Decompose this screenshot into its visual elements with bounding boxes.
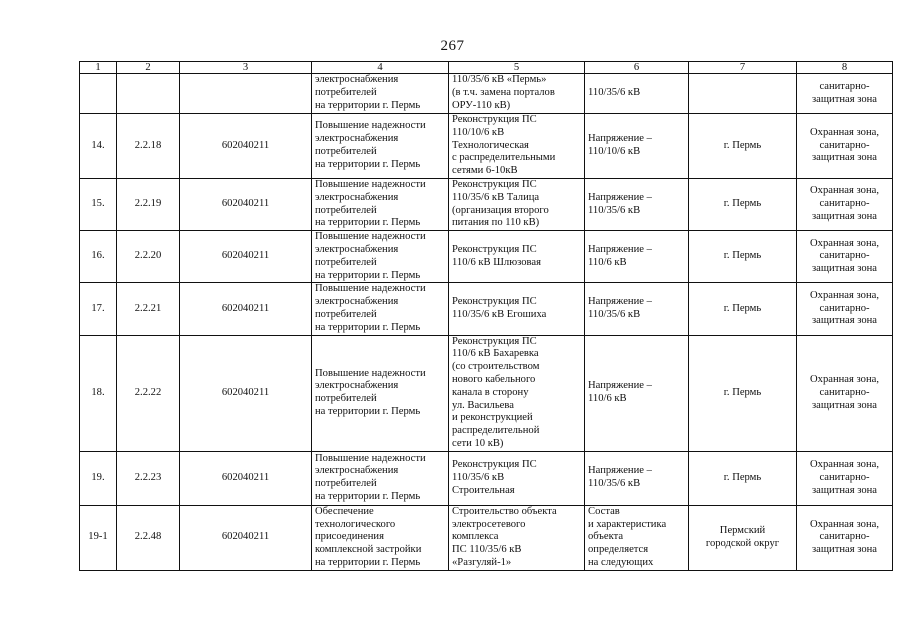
cell-line: санитарно- [819, 80, 870, 92]
cell-line: защитная зона [811, 210, 878, 222]
cell-line: 110/35/6 кВ Егошиха [452, 308, 547, 320]
column-header: 2 [117, 62, 180, 74]
column-header: 3 [180, 62, 312, 74]
table-row [80, 335, 893, 451]
cell-line: санитарно- [819, 531, 870, 543]
cell-line: Реконструкция ПС [452, 179, 537, 190]
cell-line: санитарно- [819, 471, 870, 483]
purpose-cell [312, 74, 449, 114]
cell-line: 110/35/6 кВ [452, 471, 505, 483]
cell-line: Реконструкция ПС [452, 243, 537, 255]
cell-line: Обеспечение [315, 505, 374, 517]
cell-line: защитная зона [811, 152, 878, 164]
description-cell [449, 335, 585, 451]
cell-line: санитарно- [819, 250, 870, 262]
table-row [80, 451, 893, 505]
column-header: 4 [312, 62, 449, 74]
cell-line: городской округ [705, 537, 780, 549]
zone-cell [797, 335, 893, 451]
cell-line: Пермский [719, 524, 766, 536]
cell-line: защитная зона [811, 399, 878, 411]
location-cell [689, 74, 797, 114]
cell-line: санитарно- [819, 386, 870, 398]
cell-line: Повышение надежности [315, 120, 426, 132]
parameters-cell [585, 335, 689, 451]
cell-line: на территории г. Пермь [315, 217, 421, 229]
zone-cell [797, 74, 893, 114]
cell-line: санитарно- [819, 198, 870, 210]
cell-line: 110/6 кВ [588, 393, 627, 405]
cell-line: «Разгуляй-1» [452, 556, 512, 568]
purpose-cell [312, 283, 449, 335]
cell-line: определяется [588, 544, 649, 556]
cell-line: 110/6 кВ [588, 256, 627, 268]
cell-line: (организация второго [452, 204, 549, 216]
purpose-cell [312, 231, 449, 283]
location-cell [689, 231, 797, 283]
cell-line: комплексной застройки [315, 544, 422, 556]
cell-line: сети 10 кВ) [452, 437, 504, 449]
cell-line: технологического [315, 518, 396, 530]
zone-cell [797, 505, 893, 570]
cell-line: Состав [588, 505, 620, 517]
cell-line: и реконструкцией [452, 412, 533, 424]
location-cell [689, 283, 797, 335]
cell-line: 110/35/6 кВ [588, 87, 641, 99]
row-number-cell: 19. [80, 451, 117, 505]
classifier-code-cell: 602040211 [180, 231, 312, 283]
code-cell: 2.2.21 [117, 283, 180, 335]
cell-line: 110/6 кВ Бахаревка [452, 348, 539, 360]
location-cell [689, 335, 797, 451]
cell-line: защитная зона [811, 484, 878, 496]
cell-line: ПС 110/35/6 кВ [452, 544, 522, 556]
zone-cell [797, 451, 893, 505]
cell-line: ул. Васильева [452, 399, 514, 411]
classifier-code-cell: 602040211 [180, 335, 312, 451]
row-number-cell: 14. [80, 114, 117, 179]
parameters-cell [585, 451, 689, 505]
cell-line: Напряжение – [588, 243, 652, 255]
classifier-code-cell: 602040211 [180, 283, 312, 335]
column-header: 7 [689, 62, 797, 74]
cell-line: г. Пермь [723, 139, 762, 151]
cell-line: на следующих [588, 556, 654, 568]
classifier-code-cell [180, 74, 312, 114]
table-row [80, 179, 893, 231]
table-row [80, 74, 893, 114]
zone-cell [797, 231, 893, 283]
cell-line: питания по 110 кВ) [452, 217, 540, 229]
cell-line: Строительство объекта [452, 505, 557, 517]
location-cell [689, 505, 797, 570]
cell-line: санитарно- [819, 302, 870, 314]
cell-line: г. Пермь [723, 250, 762, 262]
row-number-cell: 16. [80, 231, 117, 283]
cell-line: с распределительными [452, 152, 556, 164]
classifier-code-cell: 602040211 [180, 179, 312, 231]
cell-line: присоединения [315, 531, 384, 543]
cell-line: Охранная зона, [810, 237, 879, 249]
cell-line: Реконструкция ПС [452, 335, 537, 347]
cell-line: потребителей [315, 256, 377, 268]
cell-line: и характеристика [588, 518, 667, 530]
cell-line: Напряжение – [588, 296, 652, 308]
description-cell [449, 283, 585, 335]
cell-line: г. Пермь [723, 386, 762, 398]
row-number-cell: 19-1 [80, 505, 117, 570]
description-cell [449, 114, 585, 179]
cell-line: потребителей [315, 204, 377, 216]
cell-line: потребителей [315, 308, 377, 320]
cell-line: нового кабельного [452, 373, 536, 385]
code-cell: 2.2.48 [117, 505, 180, 570]
cell-line: 110/6 кВ Шлюзовая [452, 256, 541, 268]
code-cell: 2.2.18 [117, 114, 180, 179]
parameters-cell [585, 231, 689, 283]
row-number-cell: 18. [80, 335, 117, 451]
zone-cell [797, 283, 893, 335]
column-header: 6 [585, 62, 689, 74]
cell-line: потребителей [315, 146, 377, 157]
cell-line: распределительной [452, 425, 540, 437]
cell-line: 110/10/6 кВ [588, 146, 641, 157]
cell-line: на территории г. Пермь [315, 556, 421, 568]
parameters-cell [585, 179, 689, 231]
cell-line: комплекса [452, 531, 499, 543]
cell-line: Напряжение – [588, 191, 652, 203]
cell-line: защитная зона [811, 315, 878, 327]
cell-line: потребителей [315, 393, 377, 405]
cell-line: Повышение надежности [315, 452, 426, 464]
code-cell [117, 74, 180, 114]
column-header: 5 [449, 62, 585, 74]
cell-line: ОРУ-110 кВ) [452, 99, 511, 111]
classifier-code-cell: 602040211 [180, 114, 312, 179]
cell-line: на территории г. Пермь [315, 321, 421, 333]
cell-line: защитная зона [811, 544, 878, 556]
purpose-cell [312, 335, 449, 451]
description-cell [449, 231, 585, 283]
table-row [80, 283, 893, 335]
cell-line: на территории г. Пермь [315, 158, 421, 170]
row-number-cell: 17. [80, 283, 117, 335]
column-header: 1 [80, 62, 117, 74]
cell-line: г. Пермь [723, 471, 762, 483]
location-cell [689, 114, 797, 179]
description-cell [449, 74, 585, 114]
cell-line: Охранная зона, [810, 185, 879, 197]
page-number: 267 [440, 38, 465, 54]
description-cell [449, 505, 585, 570]
purpose-cell [312, 179, 449, 231]
cell-line: санитарно- [819, 139, 870, 151]
cell-line: Напряжение – [588, 133, 652, 145]
column-header: 8 [797, 62, 893, 74]
row-number-cell [80, 74, 117, 114]
cell-line: объекта [588, 531, 624, 543]
column-number-row [80, 62, 893, 74]
cell-line: Охранная зона, [810, 518, 879, 530]
location-cell [689, 179, 797, 231]
code-cell: 2.2.19 [117, 179, 180, 231]
code-cell: 2.2.20 [117, 231, 180, 283]
cell-line: 110/35/6 кВ [588, 478, 641, 490]
cell-line: Повышение надежности [315, 231, 426, 243]
objects-table [79, 61, 893, 571]
cell-line: электроснабжения [315, 296, 399, 308]
cell-line: Технологическая [452, 139, 529, 151]
cell-line: Напряжение – [588, 465, 652, 477]
cell-line: (со строительством [452, 361, 540, 373]
cell-line: электроснабжения [315, 74, 399, 86]
classifier-code-cell: 602040211 [180, 505, 312, 570]
parameters-cell [585, 505, 689, 570]
cell-line: электроснабжения [315, 465, 399, 477]
cell-line: канала в сторону [452, 386, 529, 398]
cell-line: Охранная зона, [810, 459, 879, 471]
cell-line: электроснабжения [315, 243, 399, 255]
cell-line: защитная зона [811, 93, 878, 105]
cell-line: 110/35/6 кВ «Пермь» [452, 74, 547, 86]
cell-line: Реконструкция ПС [452, 114, 537, 125]
cell-line: Реконструкция ПС [452, 459, 537, 471]
cell-line: электроснабжения [315, 380, 399, 392]
cell-line: Повышение надежности [315, 283, 426, 295]
table-body [80, 74, 893, 571]
code-cell: 2.2.23 [117, 451, 180, 505]
cell-line: электроснабжения [315, 191, 399, 203]
cell-line: сетями 6-10кВ [452, 165, 518, 177]
cell-line: г. Пермь [723, 302, 762, 314]
zone-cell [797, 179, 893, 231]
description-cell [449, 451, 585, 505]
zone-cell [797, 114, 893, 179]
classifier-code-cell: 602040211 [180, 451, 312, 505]
parameters-cell [585, 114, 689, 179]
cell-line: на территории г. Пермь [315, 491, 421, 503]
location-cell [689, 451, 797, 505]
cell-line: электроснабжения [315, 133, 399, 145]
cell-line: Повышение надежности [315, 179, 426, 190]
cell-line: Строительная [452, 484, 515, 496]
code-cell: 2.2.22 [117, 335, 180, 451]
cell-line: Охранная зона, [810, 126, 879, 138]
table-row [80, 114, 893, 179]
cell-line: 110/10/6 кВ [452, 126, 505, 138]
cell-line: электросетевого [452, 518, 526, 530]
cell-line: Охранная зона, [810, 289, 879, 301]
parameters-cell [585, 74, 689, 114]
purpose-cell [312, 451, 449, 505]
cell-line: на территории г. Пермь [315, 405, 421, 417]
purpose-cell [312, 114, 449, 179]
cell-line: на территории г. Пермь [315, 269, 421, 281]
cell-line: 110/35/6 кВ [588, 204, 641, 216]
table-row [80, 505, 893, 570]
cell-line: Реконструкция ПС [452, 296, 537, 308]
cell-line: защитная зона [811, 263, 878, 275]
cell-line: г. Пермь [723, 198, 762, 210]
purpose-cell [312, 505, 449, 570]
cell-line: (в т.ч. замена порталов [452, 87, 555, 99]
cell-line: 110/35/6 кВ [588, 308, 641, 320]
parameters-cell [585, 283, 689, 335]
table-row [80, 231, 893, 283]
cell-line: Охранная зона, [810, 373, 879, 385]
cell-line: потребителей [315, 87, 377, 99]
cell-line: потребителей [315, 478, 377, 490]
row-number-cell: 15. [80, 179, 117, 231]
cell-line: 110/35/6 кВ Талица [452, 191, 540, 203]
cell-line: Повышение надежности [315, 367, 426, 379]
description-cell [449, 179, 585, 231]
cell-line: Напряжение – [588, 380, 652, 392]
cell-line: на территории г. Пермь [315, 99, 421, 111]
